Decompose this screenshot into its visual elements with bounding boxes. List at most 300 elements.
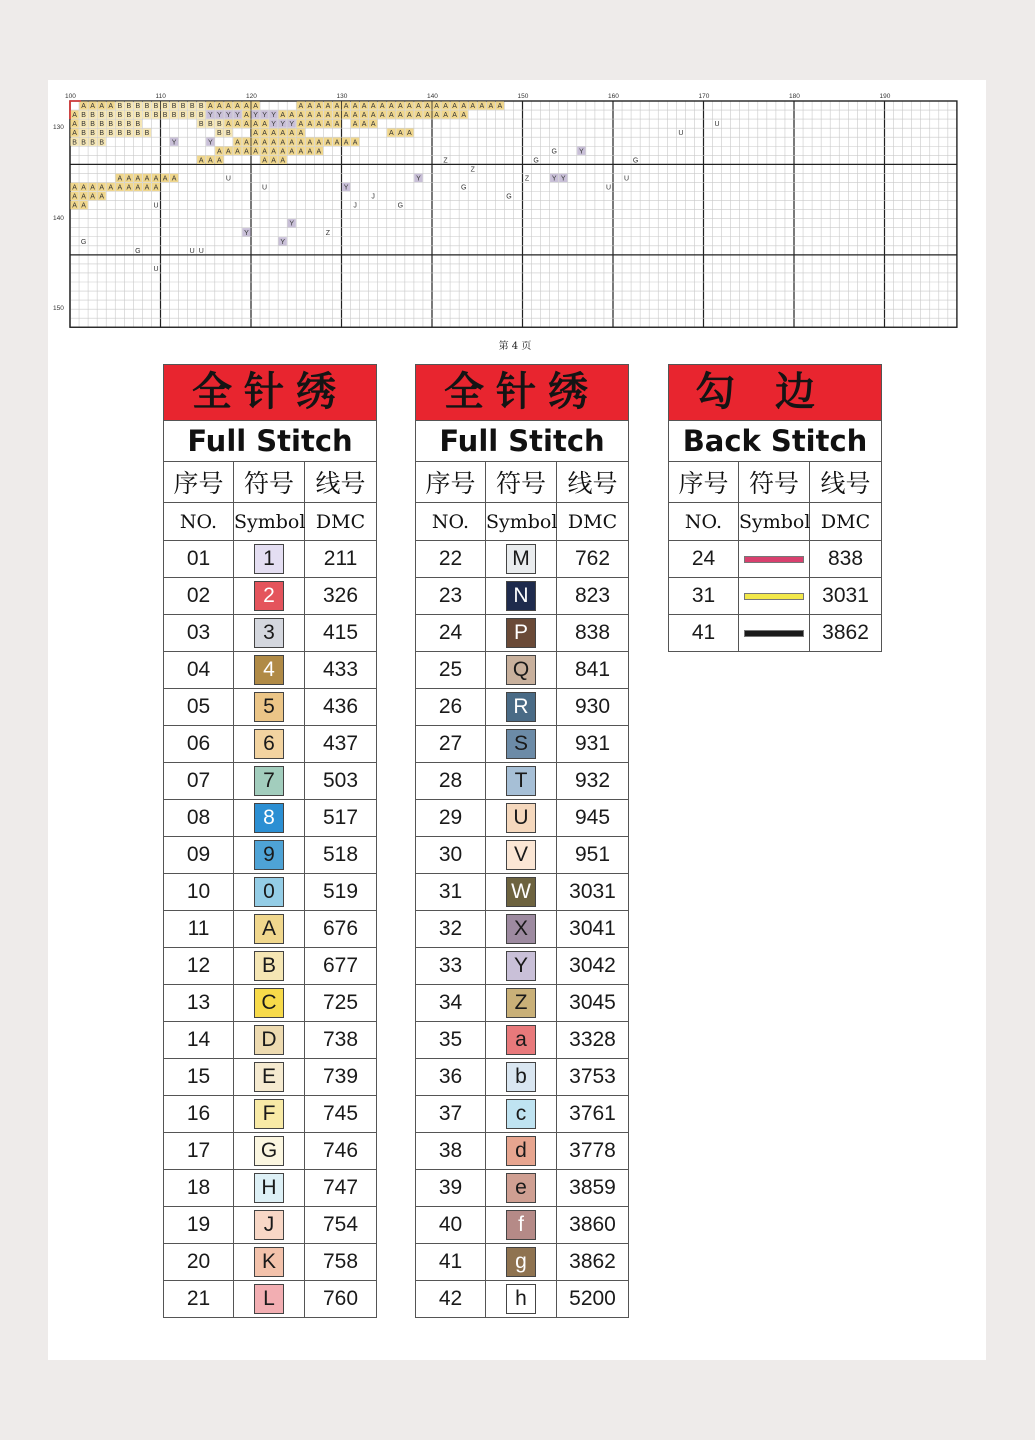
stitch-symbol: A (235, 103, 240, 111)
row-number: 24 (416, 615, 486, 652)
symbol-swatch: Y (506, 951, 536, 981)
stitch-symbol: G (632, 157, 639, 165)
symbol-swatch: g (506, 1247, 536, 1277)
dmc-code: 3031 (810, 578, 882, 615)
stitch-symbol: A (289, 139, 295, 147)
stitch-symbol: A (379, 103, 385, 111)
stitch-symbol: A (307, 148, 313, 156)
stitch-symbol: B (90, 112, 95, 120)
stitch-symbol: B (99, 130, 105, 138)
stitch-symbol: U (153, 202, 159, 210)
symbol-swatch: W (506, 877, 536, 907)
symbol-cell (739, 578, 810, 615)
stitch-symbol: B (81, 121, 86, 129)
symbol-swatch: c (506, 1099, 536, 1129)
back-stitch-table (668, 364, 882, 652)
stitch-symbol: A (72, 112, 77, 120)
stitch-symbol: A (262, 121, 267, 129)
stitch-symbol: A (216, 148, 222, 156)
symbol-cell (486, 578, 557, 615)
table-row (416, 541, 629, 578)
stitch-symbol: A (108, 103, 114, 111)
table-row (416, 1022, 629, 1059)
stitch-symbol: B (126, 103, 132, 111)
stitch-symbol: Y (226, 112, 231, 120)
symbol-swatch: D (254, 1025, 284, 1055)
col-header-no: NO. (669, 503, 739, 541)
stitch-symbol: A (72, 193, 77, 201)
symbol-swatch: U (506, 803, 536, 833)
stitch-symbol: B (144, 112, 150, 120)
stitch-symbol: U (624, 175, 630, 183)
symbol-cell (234, 1244, 305, 1281)
dmc-code: 5200 (557, 1281, 629, 1318)
row-number: 07 (164, 763, 234, 800)
stitch-symbol: Z (325, 229, 331, 237)
stitch-symbol: Y (235, 112, 240, 120)
table-row (416, 578, 629, 615)
stitch-symbol: A (443, 112, 448, 120)
dmc-code: 436 (305, 689, 377, 726)
col-header-no-cn: 序号 (669, 462, 739, 503)
symbol-cell (234, 1170, 305, 1207)
stitch-symbol: A (343, 139, 349, 147)
stitch-symbol: A (307, 112, 313, 120)
table-row (164, 1207, 377, 1244)
table-row (416, 689, 629, 726)
table-row (164, 1281, 377, 1318)
stitch-symbol: B (81, 130, 86, 138)
row-number: 17 (164, 1133, 234, 1170)
col-header-no: NO. (416, 503, 486, 541)
stitch-symbol: B (81, 139, 86, 147)
dmc-code: 747 (305, 1170, 377, 1207)
stitch-symbol: B (126, 121, 132, 129)
stitch-symbol: B (207, 121, 213, 129)
table-row (164, 911, 377, 948)
table-row (416, 615, 629, 652)
stitch-symbol: A (271, 148, 276, 156)
stitch-symbol: B (171, 112, 177, 120)
row-number: 22 (416, 541, 486, 578)
table-title-en: Full Stitch (416, 421, 629, 462)
stitch-symbol: A (379, 112, 385, 120)
table-row (416, 837, 629, 874)
table-row (164, 541, 377, 578)
stitch-symbol: A (407, 112, 412, 120)
table-row (416, 1096, 629, 1133)
table-row (669, 541, 882, 578)
symbol-swatch: G (254, 1136, 284, 1166)
symbol-cell (234, 615, 305, 652)
stitch-symbol: A (90, 184, 95, 192)
stitch-symbol: A (271, 139, 276, 147)
stitch-symbol: A (397, 130, 403, 138)
stitch-symbol: A (361, 103, 367, 111)
stitch-symbol: Y (271, 112, 276, 120)
symbol-swatch: 4 (254, 655, 284, 685)
col-header-symbol: Symbol (234, 503, 305, 541)
stitch-symbol: Y (578, 148, 584, 156)
stitch-symbol: A (262, 157, 267, 165)
stitch-symbol: A (72, 202, 77, 210)
stitch-symbol: B (180, 112, 186, 120)
stitch-symbol: A (262, 139, 267, 147)
dmc-code: 3042 (557, 948, 629, 985)
stitch-symbol: B (189, 103, 195, 111)
stitch-symbol: A (452, 103, 457, 111)
stitch-symbol: G (506, 193, 512, 201)
stitch-symbol: A (316, 148, 322, 156)
table-row (164, 578, 377, 615)
stitch-symbol: A (117, 184, 123, 192)
symbol-cell (739, 615, 810, 652)
symbol-swatch: B (254, 951, 284, 981)
dmc-code: 838 (557, 615, 629, 652)
stitch-symbol: A (325, 103, 331, 111)
table-row (669, 615, 882, 652)
dmc-code: 3862 (557, 1244, 629, 1281)
stitch-symbol: A (153, 175, 159, 183)
symbol-cell (486, 541, 557, 578)
stitch-symbol: A (207, 103, 213, 111)
stitch-symbol: A (253, 121, 258, 129)
stitch-symbol: A (216, 103, 222, 111)
stitch-symbol: Y (171, 139, 177, 147)
stitch-symbol: A (416, 103, 421, 111)
stitch-symbol: Y (560, 175, 566, 183)
full-stitch-table-1 (163, 364, 377, 1318)
stitch-symbol: Y (343, 184, 349, 192)
symbol-swatch: Z (506, 988, 536, 1018)
dmc-code: 433 (305, 652, 377, 689)
dmc-code: 945 (557, 800, 629, 837)
stitch-symbol: U (605, 184, 612, 192)
dmc-code: 3862 (810, 615, 882, 652)
table-title-cn: 全针绣 (416, 365, 629, 421)
row-number: 01 (164, 541, 234, 578)
symbol-cell (234, 726, 305, 763)
symbol-cell (486, 874, 557, 911)
stitch-symbol: A (388, 103, 394, 111)
column-label: 160 (608, 93, 619, 100)
col-header-symbol-cn: 符号 (234, 462, 305, 503)
row-number: 12 (164, 948, 234, 985)
row-number: 29 (416, 800, 486, 837)
symbol-swatch: 7 (254, 766, 284, 796)
symbol-swatch: C (254, 988, 284, 1018)
dmc-code: 3753 (557, 1059, 629, 1096)
stitch-symbol: A (153, 184, 159, 192)
row-number: 32 (416, 911, 486, 948)
stitch-symbol: A (298, 121, 304, 129)
stitch-symbol: A (497, 103, 503, 111)
row-number: 35 (416, 1022, 486, 1059)
stitch-symbol: Z (443, 157, 448, 165)
stitch-symbol: Y (280, 238, 286, 246)
stitch-symbol: B (144, 130, 150, 138)
symbol-cell (234, 1133, 305, 1170)
symbol-cell (486, 652, 557, 689)
stitch-symbol: A (316, 121, 322, 129)
row-number: 13 (164, 985, 234, 1022)
symbol-swatch: L (254, 1284, 284, 1314)
stitch-symbol: B (90, 139, 95, 147)
stitch-symbol: A (370, 121, 376, 129)
stitch-symbol: A (298, 112, 304, 120)
stitch-symbol: B (153, 112, 159, 120)
dmc-code: 823 (557, 578, 629, 615)
stitch-symbol: A (461, 103, 467, 111)
symbol-swatch: 3 (254, 618, 284, 648)
dmc-code: 754 (305, 1207, 377, 1244)
stitch-symbol: A (298, 139, 304, 147)
row-number: 40 (416, 1207, 486, 1244)
stitch-symbol: A (253, 148, 258, 156)
stitch-symbol: A (452, 112, 457, 120)
stitch-symbol: B (108, 121, 114, 129)
stitch-symbol: A (280, 130, 286, 138)
symbol-swatch: F (254, 1099, 284, 1129)
symbol-cell (234, 985, 305, 1022)
stitch-symbol: A (280, 157, 286, 165)
stitch-symbol: B (216, 121, 222, 129)
stitch-symbol: A (90, 103, 95, 111)
table-row (164, 948, 377, 985)
symbol-swatch: K (254, 1247, 284, 1277)
table-row (164, 1096, 377, 1133)
dmc-code: 932 (557, 763, 629, 800)
stitch-symbol: A (72, 130, 77, 138)
stitch-symbol: A (226, 103, 231, 111)
stitch-symbol: B (117, 103, 123, 111)
stitch-symbol: A (298, 130, 304, 138)
stitch-symbol: B (90, 130, 95, 138)
dmc-code: 503 (305, 763, 377, 800)
col-header-dmc-cn: 线号 (810, 462, 882, 503)
stitch-symbol: G (460, 184, 467, 192)
symbol-swatch: M (506, 544, 536, 574)
stitch-symbol: A (316, 139, 322, 147)
stitch-symbol: A (126, 184, 132, 192)
table-row (164, 689, 377, 726)
row-number: 23 (416, 578, 486, 615)
stitch-symbol: B (108, 112, 114, 120)
stitch-symbol: A (343, 112, 349, 120)
stitch-symbol: A (244, 148, 249, 156)
table-row (416, 985, 629, 1022)
row-number: 02 (164, 578, 234, 615)
stitch-symbol: A (262, 130, 267, 138)
dmc-code: 3859 (557, 1170, 629, 1207)
row-number: 42 (416, 1281, 486, 1318)
stitch-symbol: A (280, 148, 286, 156)
stitch-symbol: A (388, 112, 394, 120)
stitch-symbol: A (289, 148, 295, 156)
dmc-code: 519 (305, 874, 377, 911)
stitch-symbol: B (135, 130, 141, 138)
stitch-symbol: Y (289, 121, 295, 129)
stitch-symbol: A (271, 157, 276, 165)
table-row (164, 763, 377, 800)
stitch-symbol: Y (244, 229, 249, 237)
column-label: 130 (336, 93, 348, 100)
symbol-swatch: X (506, 914, 536, 944)
dmc-code: 3045 (557, 985, 629, 1022)
stitch-symbol: B (135, 112, 141, 120)
symbol-cell (234, 689, 305, 726)
symbol-cell (234, 1207, 305, 1244)
stitch-symbol: A (307, 139, 313, 147)
table-row (416, 948, 629, 985)
stitch-symbol: A (117, 175, 123, 183)
stitch-symbol: A (99, 184, 105, 192)
stitch-symbol: A (325, 112, 331, 120)
symbol-cell (486, 1207, 557, 1244)
stitch-symbol: A (479, 103, 485, 111)
table-row (416, 652, 629, 689)
table-row (164, 800, 377, 837)
symbol-swatch: T (506, 766, 536, 796)
dmc-code: 326 (305, 578, 377, 615)
dmc-code: 677 (305, 948, 377, 985)
stitch-symbol: B (126, 130, 132, 138)
stitch-symbol: A (171, 175, 177, 183)
stitch-symbol: A (388, 130, 394, 138)
table-row (164, 837, 377, 874)
stitch-symbol: Y (262, 112, 267, 120)
column-label: 180 (789, 93, 800, 100)
dmc-code: 745 (305, 1096, 377, 1133)
full-stitch-rows-2 (416, 541, 629, 1318)
stitch-symbol: B (99, 121, 105, 129)
col-header-dmc-cn: 线号 (305, 462, 377, 503)
stitch-symbol: B (135, 103, 141, 111)
table-row (416, 1133, 629, 1170)
row-number: 28 (416, 763, 486, 800)
stitch-symbol: B (198, 112, 204, 120)
stitch-symbol: Y (271, 121, 276, 129)
stitch-symbol: G (551, 148, 557, 156)
row-number: 25 (416, 652, 486, 689)
backstitch-line (744, 630, 804, 637)
stitch-symbol: A (334, 121, 340, 129)
stitch-symbol: A (434, 112, 439, 120)
symbol-cell (486, 985, 557, 1022)
stitch-symbol: A (253, 139, 258, 147)
table-row (416, 1170, 629, 1207)
dmc-code: 758 (305, 1244, 377, 1281)
symbol-cell (234, 763, 305, 800)
symbol-cell (486, 763, 557, 800)
dmc-code: 738 (305, 1022, 377, 1059)
stitch-symbol: B (108, 130, 114, 138)
stitch-symbol: A (81, 184, 86, 192)
dmc-code: 517 (305, 800, 377, 837)
stitch-symbol: B (117, 112, 123, 120)
symbol-swatch: 8 (254, 803, 284, 833)
table-row (164, 652, 377, 689)
stitch-symbol: G (397, 202, 404, 210)
symbol-cell (234, 874, 305, 911)
dmc-code: 676 (305, 911, 377, 948)
stitch-symbol: B (153, 103, 159, 111)
stitch-symbol: J (371, 193, 375, 201)
row-number: 09 (164, 837, 234, 874)
stitch-symbol: A (244, 121, 249, 129)
stitch-symbol: Y (207, 112, 213, 120)
stitch-symbol: A (144, 184, 150, 192)
stitch-symbol: G (135, 247, 141, 255)
symbol-swatch: f (506, 1210, 536, 1240)
stitch-symbol: A (361, 121, 367, 129)
symbol-swatch: 5 (254, 692, 284, 722)
stitch-symbol: Z (524, 175, 530, 183)
row-number: 18 (164, 1170, 234, 1207)
dmc-code: 838 (810, 541, 882, 578)
stitch-symbol: Y (280, 121, 286, 129)
col-header-symbol: Symbol (739, 503, 810, 541)
stitch-symbol: U (225, 175, 231, 183)
row-number: 05 (164, 689, 234, 726)
symbol-swatch: d (506, 1136, 536, 1166)
col-header-symbol-cn: 符号 (739, 462, 810, 503)
row-label: 140 (53, 214, 64, 222)
dmc-code: 725 (305, 985, 377, 1022)
table-row (416, 726, 629, 763)
stitch-symbol: Y (253, 112, 258, 120)
stitch-symbol: A (135, 175, 141, 183)
stitch-symbol: A (253, 103, 258, 111)
symbol-cell (486, 911, 557, 948)
stitch-symbol: B (180, 103, 186, 111)
stitch-symbol: A (370, 112, 376, 120)
stitch-symbol: A (416, 112, 421, 120)
column-label: 140 (427, 93, 438, 100)
symbol-swatch: N (506, 581, 536, 611)
column-label: 110 (155, 93, 166, 100)
stitch-symbol: A (298, 148, 304, 156)
stitch-symbol: Y (416, 175, 421, 183)
row-label: 130 (53, 124, 64, 132)
stitch-symbol: Z (470, 166, 475, 174)
row-number: 34 (416, 985, 486, 1022)
stitch-symbol: A (407, 130, 412, 138)
column-label: 190 (879, 93, 891, 100)
table-row (416, 1059, 629, 1096)
row-number: 19 (164, 1207, 234, 1244)
row-number: 31 (669, 578, 739, 615)
stitch-symbol: B (117, 121, 123, 129)
stitch-symbol: A (325, 121, 331, 129)
row-number: 24 (669, 541, 739, 578)
symbol-cell (486, 615, 557, 652)
row-number: 14 (164, 1022, 234, 1059)
dmc-code: 437 (305, 726, 377, 763)
dmc-code: 211 (305, 541, 377, 578)
symbol-cell (234, 837, 305, 874)
stitch-symbol: B (216, 130, 222, 138)
stitch-symbol: A (90, 193, 95, 201)
symbol-swatch: V (506, 840, 536, 870)
stitch-symbol: B (144, 103, 150, 111)
table-row (416, 763, 629, 800)
stitch-symbol: A (325, 139, 331, 147)
row-number: 10 (164, 874, 234, 911)
stitch-symbol: G (80, 238, 87, 246)
stitch-symbol: B (226, 130, 231, 138)
stitch-symbol: A (343, 103, 349, 111)
